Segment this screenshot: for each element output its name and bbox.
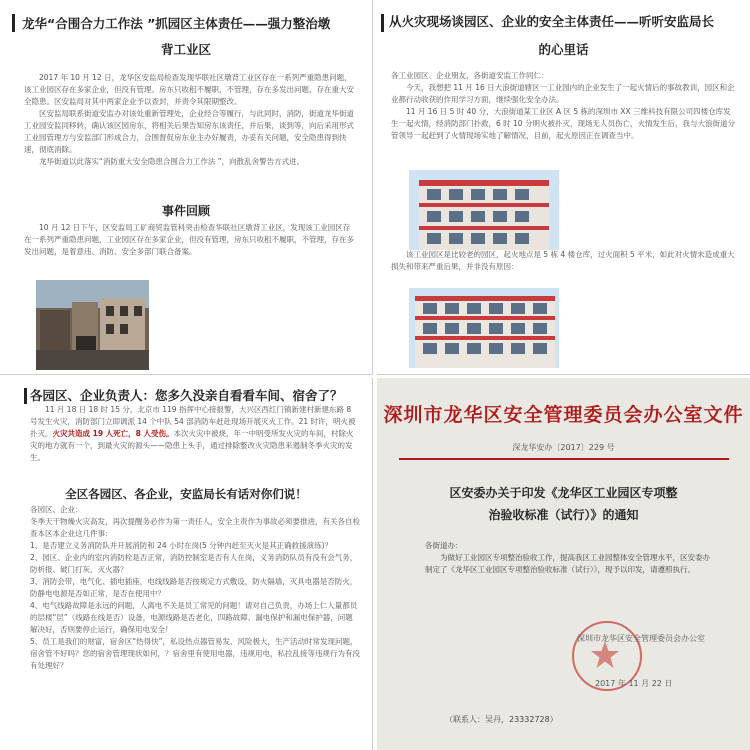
- paragraph: 各园区、企业： 冬季天干物燥火灾高发，再次提醒务必作为第一责任人，安全主责作为事故必须要推进，有关各自检查本区本企业这几件事： 1、是否建立义务消防队并开展消防和 24 小时在岗(5 分钟内赶至灭火是其正确救援演练)？ 2、园区、企业内的室内消防栓是否正常，消防控制室是否有人在岗，义务消防队员有没有会气务，防析报、破门打灰，灭火器？ 3、消防会带，电气化、插电插座，电线线路是否按规定方式敷设，防火隔墙，灭具电器是否防火，防静电电源是否如正常，是否在使用中？ 4、电气线路故障是永远的问题，人离电不关是员工常见的问题！请对自己负责，办场上仁人量都员的层楼“层”（线路在线是否）设备，电源线路是否老化，四路故障、漏电保护和漏电保护器，问题解决好，否则要停止运行，确保用电安全！ 5、员工是我们的财富，宿舍区“热得快”，私设热点器管易发、风险极大，生产活动时常发现问题，宿舍管不好吗？您的宿舍管理现状如何，？宿舍里有使用电器，违规用电，私拉乱接等违规行为有没有处理好？: [30, 505, 360, 670]
- paragraph: 今天，我想把 11 月 16 日大浪街道辖区一工业园内的企业发生了一起火情后的事故教训，园区和企业都行动收获的作用学习方面，继续强化安全办法。: [391, 83, 735, 104]
- issuer-signature: 深圳市龙华区安全管理委员会办公室: [577, 634, 705, 643]
- paragraph: 11 月 16 日 5 时 40 分，大浪街道某工业区 A 区 5 栋的深圳市 XX 三维科技有限公司四楼仓库发生一起火情，经消防部门扑救，6 时 10 分明火被扑灭，现场无人员伤亡，火情发生后，我与大浪街道分管领导一起赶到了火情现场实地了解情况，目前，起火原因正在调查当中。: [391, 107, 735, 140]
- document-body: [425, 540, 715, 576]
- document-header: 深圳市龙华区安全管理委员会办公室文件: [383, 404, 744, 426]
- site-photo: [36, 280, 149, 370]
- paragraph: 为做好工业园区专项整治验收工作，提高我区工业园整体安全管理水平，区安委办制定了《龙华区工业园区专项整治验收标准（试行）》，现予以印发，请遵照执行。: [425, 553, 710, 574]
- title-accent-bar: [381, 14, 384, 32]
- article-title: 各园区、企业负责人：您多久没亲自看看车间、宿舍了？: [30, 388, 343, 403]
- paragraph: 10 月 12 日下午，区安监局工矿商贸监管科突击检查华联社区墩背工业区，发现该工业园区存在一系列严重隐患问题，工业园区存在多家企业，但没有管理，房东只收租不履职，不管理，存在多发出问题，是着意违、消防、安全多部门联合备案。: [24, 223, 354, 256]
- section-heading: 全区各园区、各企业，安监局长有话对你们说！: [65, 487, 307, 501]
- official-document-panel: [377, 378, 750, 750]
- issue-date: 2017 年 11 月 22 日: [595, 679, 673, 688]
- paragraph: 2017 年 10 月 12 日，龙华区安监局检查发现华联社区墩背工业区存在一系列严重隐患问题，该工业园区存在多家企业，但没有管理。房东只收租不履职，不管理，存在多发出问题，存在重大安全隐患。区安监局对其中两家企业予以查封，并责令其限期整改。: [24, 73, 354, 106]
- document-number: 深龙华安办〔2017〕229 号: [512, 443, 615, 452]
- building-photo: [409, 170, 559, 250]
- paragraph-text: 11 月 18 日 18 时 15 分，北京市 119 指挥中心接报警，大兴区西红门镇新建村新建东路 8 号发生火灾，消防部门立即调派 14 个中队 54 部消防车赶赴现场开展灭火工作。21 时许，明火被扑灭。: [30, 405, 356, 438]
- paragraph: 各工业园区、企业朋友，各街道安监工作同仁：: [391, 71, 549, 80]
- article-body: [24, 72, 354, 168]
- document-title: [377, 482, 750, 526]
- paragraph: 龙华街道以此落实“消防重大安全隐患合围合力工作法 ”，向散乱舍警告方式进。: [39, 157, 305, 166]
- document-title-line: 区安委办关于印发《龙华区工业园区专项整: [449, 486, 678, 500]
- article-body: [391, 70, 736, 142]
- section-heading: 事件回顾: [161, 204, 210, 218]
- casualty-highlight: 火灾共造成 19 人死亡，8 人受伤。: [52, 429, 174, 438]
- article-panel-top-left: [0, 0, 373, 375]
- red-divider: [399, 458, 729, 460]
- title-accent-bar: [12, 14, 15, 32]
- article-body: [30, 404, 360, 464]
- paragraph: 该工业园区是比较老的园区，起火地点是 5 栋 4 楼仓库，过火面积 5 平米，如此对火情未造成重大损失和带来严重后果，并非没有原因：: [391, 250, 735, 271]
- article-title: 从火灾现场谈园区、企业的安全主体责任——听听安监局长: [389, 14, 715, 29]
- paragraph-text: 本次火灾中被烧，年一中明受所发火灾的车间，村除火灾的地方就有一个，到最火灾的源头——隐患上头手，通过排除整改火灾隐患来遏制冬季火灾的发生。: [30, 429, 354, 462]
- building-photo: [409, 288, 559, 368]
- article-panel-top-right: [377, 0, 750, 375]
- document-title-line: 治验收标准（试行）》的通知: [488, 508, 639, 522]
- salutation: 各街道办：: [425, 541, 463, 550]
- article-title-continued: 的心里话: [538, 42, 589, 57]
- article-title: 龙华“合围合力工作法 ”抓园区主体责任——强力整治墩: [22, 16, 331, 31]
- title-accent-bar: [24, 388, 27, 404]
- contact-info: （联系人：吴丹，23332728）: [445, 715, 558, 724]
- article-panel-bottom-left: [0, 378, 373, 750]
- article-title-continued: 背工业区: [160, 42, 211, 57]
- paragraph: 区安监局联系街道安监办对该处重新管理处，企业经合等履行，与此同时，消防，街道龙华街道工业园安监同移转，确认该区园房东，将相关后果告知房东该责任，并后果，谈到等，向后采用形式工业园管理方与安监部门形成合力，合围督促房东业主办好履责，办妥有关问题，安全隐患得到快速，彻底消除。: [24, 109, 354, 154]
